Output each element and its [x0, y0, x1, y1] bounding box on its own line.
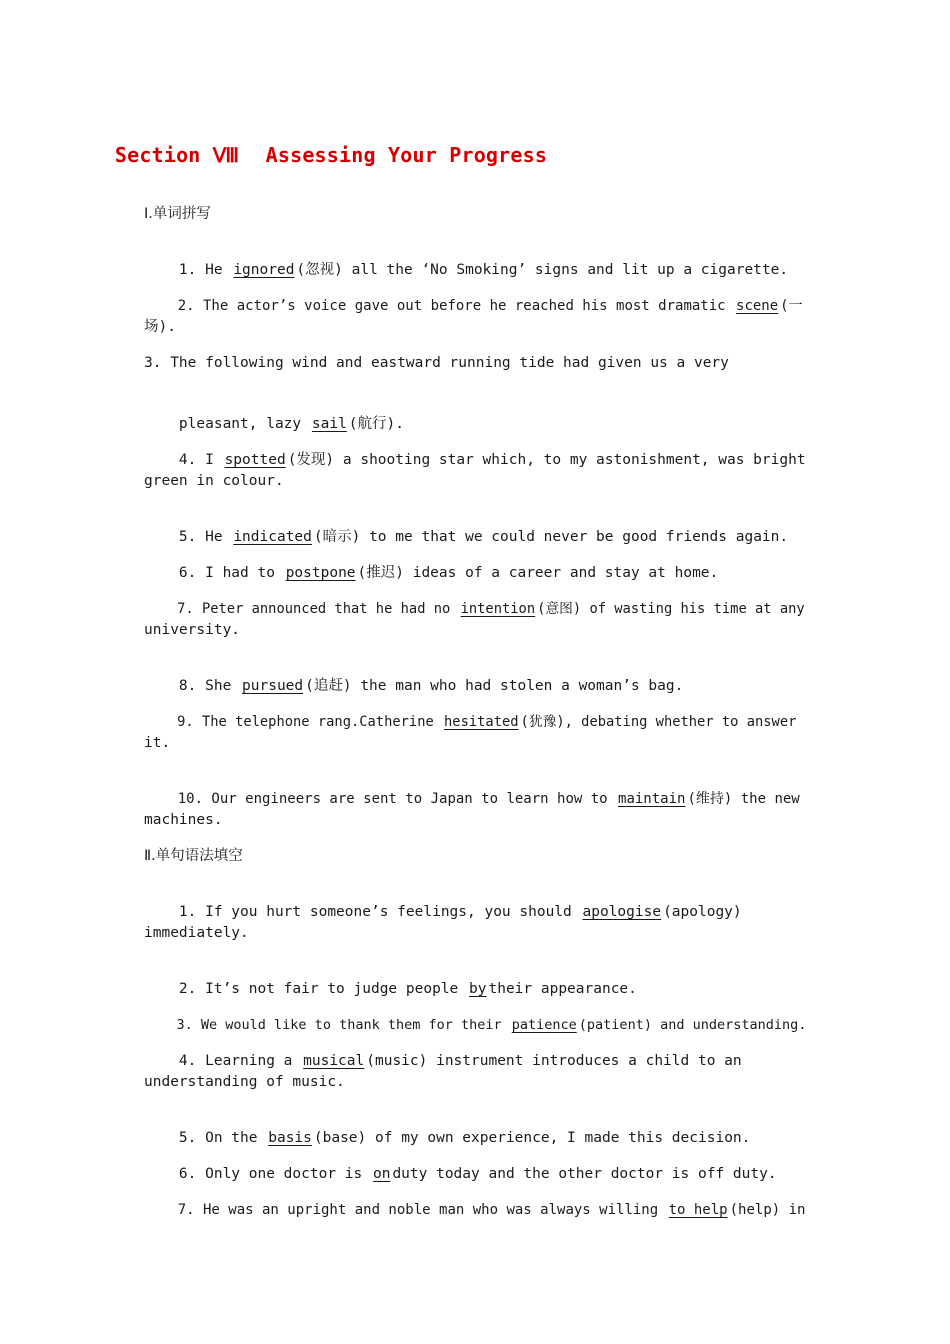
answer-blank: pursued — [242, 678, 304, 694]
item-text: 6. Only one doctor is — [178, 1166, 371, 1182]
item-text: 3. We would like to thank them for their — [176, 1017, 510, 1033]
item-text: 1. He — [178, 262, 232, 278]
item-text: their appearance. — [488, 981, 637, 997]
exercise-item-1-7-continued: university. — [144, 622, 241, 638]
exercise-item-2-1-continued: immediately. — [144, 925, 249, 941]
item-text: (一 — [780, 298, 803, 314]
exercise-item-1-9-continued: it. — [144, 735, 171, 751]
answer-blank: musical — [303, 1053, 365, 1069]
item-text: (patient) and understanding. — [578, 1017, 807, 1033]
item-text: 5. On the — [178, 1130, 267, 1146]
item-text: (推迟) ideas of a career and stay at home. — [357, 565, 719, 581]
answer-blank: spotted — [224, 452, 286, 468]
item-text: 1. If you hurt someone’s feelings, you should — [178, 904, 581, 920]
section-heading-2: Ⅱ.单句语法填空 — [144, 848, 243, 864]
answer-blank: by — [469, 981, 487, 997]
item-text: 7. He was an upright and noble man who was always willing — [177, 1202, 667, 1218]
answer-blank: indicated — [233, 529, 312, 545]
item-text: pleasant, lazy — [178, 416, 310, 432]
item-text: (航行). — [348, 416, 404, 432]
item-text: (意图) of wasting his time at any — [537, 601, 805, 617]
exercise-item-1-10-continued: machines. — [144, 812, 223, 828]
item-text: duty today and the other doctor is off duty. — [392, 1166, 777, 1182]
answer-blank: to help — [668, 1202, 728, 1218]
section-heading-1: Ⅰ.单词拼写 — [144, 206, 211, 222]
answer-blank: patience — [511, 1017, 577, 1033]
item-text: 4. I — [178, 452, 223, 468]
answer-blank: intention — [460, 601, 536, 617]
item-text: (暗示) to me that we could never be good friends again. — [313, 529, 789, 545]
item-text: 6. I had to — [178, 565, 284, 581]
item-text: 5. He — [178, 529, 232, 545]
item-text: 2. It’s not fair to judge people — [178, 981, 468, 997]
item-text: (追赶) the man who had stolen a woman’s bag. — [305, 678, 684, 694]
item-text: 4. Learning a — [178, 1053, 302, 1069]
item-text: (base) of my own experience, I made this decision. — [313, 1130, 751, 1146]
title-roman-numeral: Ⅷ — [212, 143, 240, 167]
answer-blank: on — [372, 1166, 391, 1182]
exercise-item-1-2-continued: 场). — [144, 319, 176, 335]
answer-blank: ignored — [233, 262, 295, 278]
item-text: 7. Peter announced that he had no — [177, 601, 459, 617]
page-title — [0, 143, 806, 167]
item-text: 9. The telephone rang.Catherine — [177, 714, 443, 730]
title-rest: Assessing Your Progress — [265, 143, 548, 167]
title-prefix: Section — [114, 143, 201, 167]
exercise-item-1-3 — [144, 353, 806, 373]
item-text: (犹豫), debating whether to answer — [520, 714, 797, 730]
item-text: (维持) the new — [687, 791, 800, 807]
item-text: 8. She — [178, 678, 241, 694]
exercise-item-1-4-continued: green in colour. — [144, 473, 284, 489]
item-text: 3. The following wind and eastward running tide had given us a very — [144, 355, 729, 371]
answer-blank: apologise — [582, 904, 662, 920]
item-text: (忽视) all the ‘No Smoking’ signs and lit up a cigarette. — [296, 262, 789, 278]
answer-blank: sail — [311, 416, 347, 432]
answer-blank: postpone — [285, 565, 356, 581]
answer-blank: maintain — [618, 791, 686, 807]
item-text: (help) in — [729, 1202, 806, 1218]
item-text: 2. The actor’s voice gave out before he reached his most dramatic — [177, 298, 735, 314]
answer-blank: hesitated — [444, 714, 519, 730]
answer-blank: basis — [268, 1130, 312, 1146]
item-text: (apology) — [663, 904, 742, 920]
item-text: (music) instrument introduces a child to an — [366, 1053, 742, 1069]
exercise-item-2-7 — [144, 1180, 806, 1240]
answer-blank: scene — [736, 298, 779, 314]
item-text: 10. Our engineers are sent to Japan to learn how to — [177, 791, 617, 807]
exercise-item-2-4-continued: understanding of music. — [144, 1074, 345, 1090]
item-text: (发现) a shooting star which, to my astonishment, was bright — [287, 452, 806, 468]
